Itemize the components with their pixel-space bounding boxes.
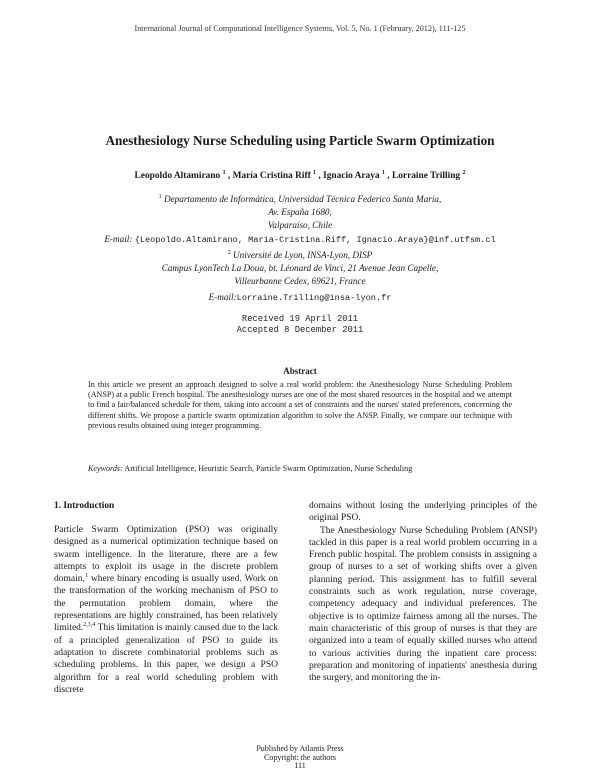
author-affiliation-mark: 1: [381, 170, 385, 176]
page-footer: [0, 745, 600, 771]
author-name: Ignacio Araya: [323, 171, 380, 182]
publisher: Published by Atlantis Press: [256, 744, 344, 753]
received-accepted-dates: [0, 314, 600, 336]
keywords-list: Artificial Intelligence, Heuristic Search, Particle Swarm Optimization, Nurse Scheduling: [124, 464, 413, 473]
paragraph-text: where binary encoding is usually used. Work on the transformation of the working mechanism of PSO to the permutation problem domain, where the representations are highly constrained, has been relatively limited.: [54, 574, 278, 634]
author-list: Leopoldo Altamirano $^1$ , María Cristina Riff $^1$ , Ignacio Araya $^1$ , Lorraine Trilling $^2$: [134, 170, 466, 182]
author-name: María Cristina Riff: [232, 171, 311, 182]
affiliation-2: [0, 247, 600, 289]
affiliation-2-email-line: [0, 291, 600, 305]
paper-title: Anesthesiology Nurse Scheduling using Particle Swarm Optimization: [105, 133, 495, 148]
abstract-heading: Abstract: [283, 366, 317, 376]
section-heading-introduction: 1. Introduction: [54, 501, 115, 511]
keywords: [88, 464, 512, 473]
email-address[interactable]: Lorraine.Trilling@insa-lyon.fr: [236, 293, 392, 303]
keywords-label: Keywords:: [88, 464, 123, 473]
email-address[interactable]: {Leopoldo.Altamirano, Maria-Cristina.Riff, Ignacio.Araya}@inf.utfsm.cl: [134, 234, 496, 245]
body-column-left: [54, 524, 278, 696]
affiliation-line: Av. España 1680,: [268, 207, 332, 218]
received-date: Received 19 April 2011: [241, 314, 359, 324]
author-affiliation-mark: 2: [462, 170, 466, 176]
affiliation-mark: 2: [227, 250, 231, 256]
author-affiliation-mark: 1: [222, 170, 226, 176]
paragraph: [54, 524, 278, 696]
page-number: 111: [294, 761, 306, 771]
paragraph-text: This limitation is mainly caused due to the lack of a principled generalization of PSO to guide its adaptation to discrete combinatorial problems such as scheduling problems. In this paper, we design a PSO algorithm for a real world scheduling problem with discrete: [54, 623, 278, 695]
copyright: Copyright: the authors: [264, 752, 336, 762]
affiliation-line: Departamento de Informática, Universidad Técnica Federico Santa María,: [163, 194, 442, 205]
running-head: International Journal of Computational Intelligence Systems, Vol. 5, No. 1 (February, 2012), 111-125: [134, 24, 466, 33]
affiliation-email-line: [0, 233, 600, 247]
affiliation-line: Villeurbanne Cedex, 69621, France: [234, 276, 366, 287]
email-label: E-mail:: [208, 292, 237, 302]
paragraph: The Anesthesiology Nurse Scheduling Problem (ANSP) tackled in this paper is a real world problem occurring in a French public hospital. The problem consists in assigning a group of nurses to a set of working shifts over a given planning period. This assignment has to fulfill several constraints such as work regulation, nurse coverage, competency adequacy and individual preferences. The objective is to optimize fairness among all the nurses. The main characteristic of this group of nurses is that they are organized into a team of equally skilled nurses who attend to various activities during the inpatient care process: preparation and monitoring of inpatients' anesthesia during the surgery, and monitoring the in-: [309, 525, 537, 684]
citation-ref[interactable]: 2,3,4: [83, 622, 96, 629]
citation-ref[interactable]: 1: [84, 573, 88, 580]
paragraph-text: Particle Swarm Optimization (PSO) was originally designed as a numerical optimization technique based on swarm intelligence. In the literature, there are a few attempts to exploit its usage in the discrete problem domain,: [54, 525, 278, 585]
affiliation-line: Université de Lyon, INSA-Lyon, DISP: [233, 250, 373, 261]
author-affiliation-mark: 1: [313, 170, 317, 176]
affiliation-line: Valparaíso, Chile: [267, 220, 333, 231]
abstract-text: In this article we present an approach designed to solve a real world problem: the Anesthesiology Nurse Scheduling Problem (ANSP) at a public French hospital. The anesthesiology nurses are one of the most shared resources in the hospital and we attempt to find a fair/balanced schedule for them, taking into account a set of constraints and the nurses' stated preferences, concerning the different shifts. We propose a particle swarm optimization algorithm to solve the ANSP. Finally, we compare our technique with previous results obtained using integer programming.: [88, 380, 512, 430]
affiliation-line: Campus LyonTech La Doua, bt. Léonard de Vinci, 21 Avenue Jean Capelle,: [161, 263, 439, 274]
email-label: E-mail:: [104, 233, 133, 244]
affiliation-mark: 1: [158, 194, 162, 200]
author-name: Lorraine Trilling: [391, 171, 461, 182]
author-name: Leopoldo Altamirano: [134, 171, 221, 182]
paragraph: domains without losing the underlying principles of the original PSO.: [309, 501, 537, 524]
accepted-date: Accepted 8 December 2011: [236, 325, 364, 335]
affiliation-1: [0, 191, 600, 247]
body-column-right: [309, 500, 537, 684]
